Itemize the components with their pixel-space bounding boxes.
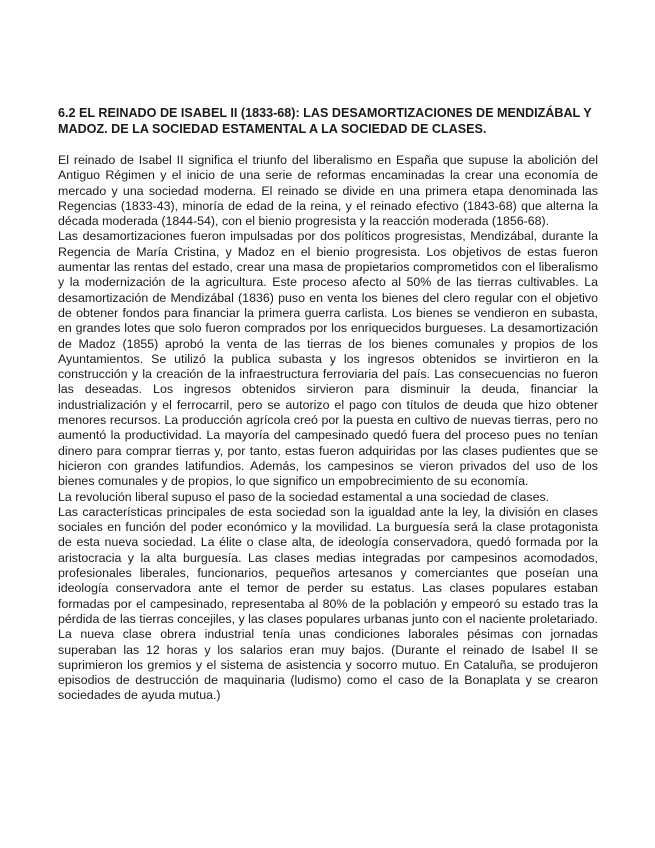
document-page [58, 106, 598, 704]
document-title: 6.2 EL REINADO DE ISABEL II (1833-68): LAS DESAMORTIZACIONES DE MENDIZÁBAL Y MADOZ. DE LA SOCIEDAD ESTAMENTAL A LA SOCIEDAD DE CLASES. [58, 106, 592, 136]
paragraph-reinado: El reinado de Isabel II significa el triunfo del liberalismo en España que supuse la abolición del Antiguo Régimen y el inicio de una serie de reformas encaminadas la crear una economía de mercado y una sociedad moderna. El reinado se divide en una primera etapa denominada las Regencias (1833-43), minoría de edad de la reina, y el reinado efectivo (1843-68) que alterna la década moderada (1844-54), con el bienio progresista y la reacción moderada (1856-68). [58, 153, 598, 229]
paragraph-sociedad-de-clases: Las características principales de esta sociedad son la igualdad ante la ley, la división en clases sociales en función del poder económico y la movilidad. La burguesía será la clase protagonista de esta nueva sociedad. La élite o clase alta, de ideología conservadora, quedó formada por la aristocracia y la alta burguesía. Las clases medias integradas por campesinos acomodados, profesionales liberales, funcionarios, pequeños artesanos y comerciantes que poseían una ideología conservadora ante el temor de perder su estatus. Las clases populares estaban formadas por el campesinado, representaba al 80% de la población y empeoró su estado tras la pérdida de las tierras concejiles, y las clases populares urbanas junto con el naciente proletariado. La nueva clase obrera industrial tenía unas condiciones laborales pésimas con jornadas superaban las 12 horas y los salarios eran muy bajos. (Durante el reinado de Isabel II se suprimieron los gremios y el sistema de asistencia y socorro mutuo. En Cataluña, se produjeron episodios de destrucción de maquinaria (ludismo) como el caso de la Bonaplata y se crearon sociedades de ayuda mutua.) [58, 504, 598, 703]
paragraph-desamortizaciones: Las desamortizaciones fueron impulsadas por dos políticos progresistas, Mendizábal, durante la Regencia de María Cristina, y Madoz en el bienio progresista. Los objetivos de estas fueron aumentar las rentas del estado, crear una masa de propietarios comprometidos con el liberalismo y la modernización de la agricultura. Este proceso afecto al 50% de las tierras cultivables. La desamortización de Mendizábal (1836) puso en venta los bienes del clero regular con el objetivo de obtener fondos para financiar la primera guerra carlista. Los bienes se vendieron en subasta, en grandes lotes que solo fueron comprados por los enriquecidos burgueses. La desamortización de Madoz (1855) aprobó la venta de las tierras de los bienes comunales y propios de los Ayuntamientos. Se utilizó la publica subasta y los ingresos obtenidos se invirtieron en la construcción y la creación de la infraestructura ferroviaria del país. Las consecuencias no fueron las deseadas. Los ingresos obtenidos sirvieron para disminuir la deuda, financiar la industrialización y el ferrocarril, pero se autorizo el pago con títulos de deuda que hizo obtener menores recursos. La producción agrícola creó por la puesta en cultivo de nuevas tierras, pero no aumentó la productividad. La mayoría del campesinado quedó fuera del proceso pues no tenían dinero para comprar tierras y, por tanto, estas fueron adquiridas por las clases pudientes que se hicieron con grandes latifundios. Además, los campesinos se vieron privados del uso de los bienes comunales y de propios, lo que significo un empobrecimiento de su economía. [58, 229, 598, 489]
paragraph-revolucion-liberal: La revolución liberal supuso el paso de la sociedad estamental a una sociedad de clases. [58, 489, 550, 504]
